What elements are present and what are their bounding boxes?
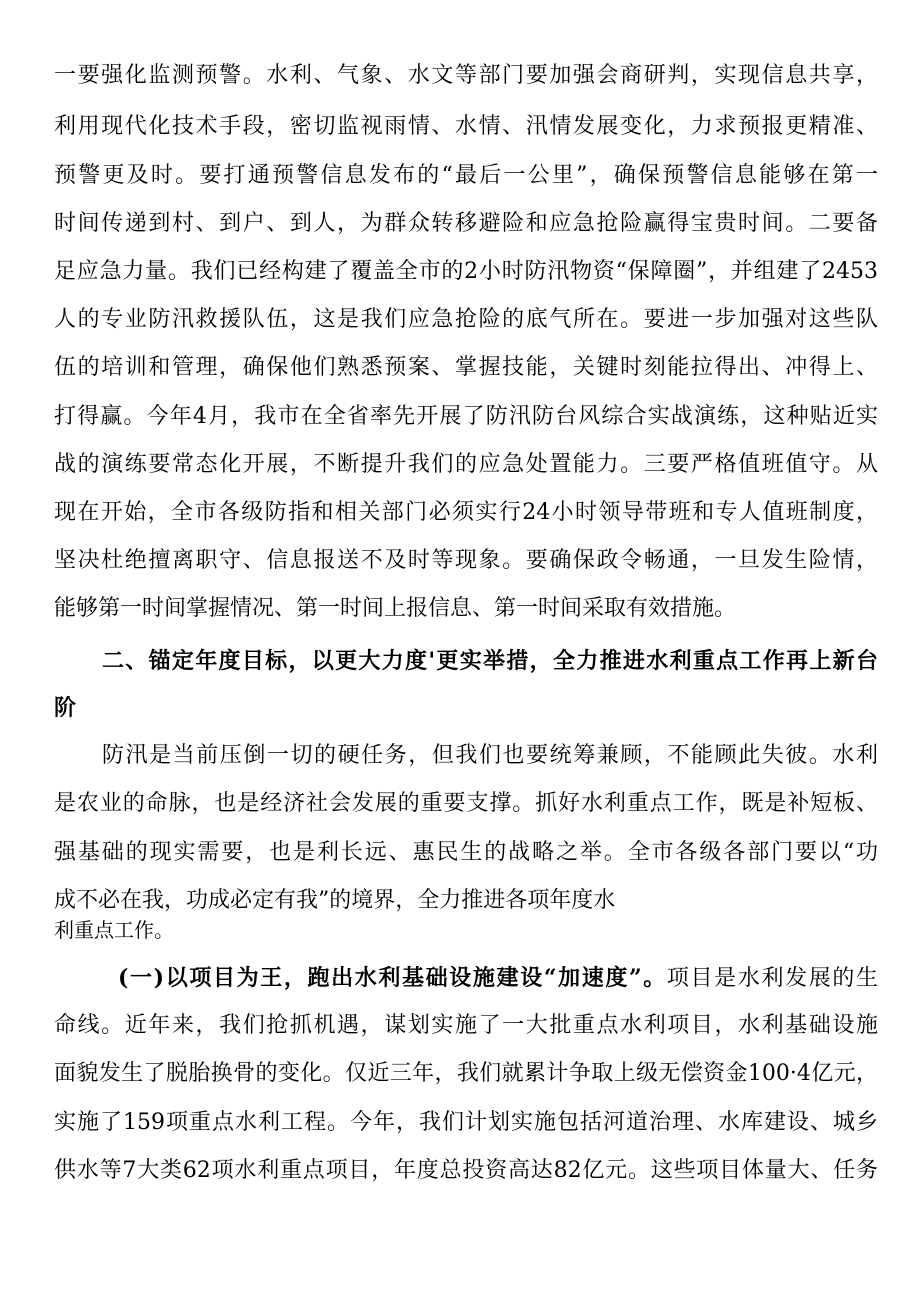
paragraph3-line-2: 命线。近年来，我们抢抓机遇，谋划实施了一大批重点水利项目，水利基础设施 bbox=[54, 1013, 878, 1038]
paragraph3-lead-bold: (一)以项目为王，跑出水利基础设施建设“加速度”。 bbox=[118, 965, 667, 991]
paragraph1-line-4: 时间传递到村、到户、到人，为群众转移避险和应急抢险赢得宝贵时间。二要备 bbox=[54, 211, 878, 236]
paragraph2-line-5: 利重点工作。 bbox=[54, 918, 174, 942]
paragraph1-line-8: 打得赢。今年4月，我市在全省率先开展了防汛防台风综合实战演练，这种贴近实 bbox=[54, 404, 878, 429]
paragraph3-lead-rest: 项目是水利发展的生 bbox=[666, 966, 878, 991]
paragraph1-line-10: 现在开始，全市各级防指和相关部门必须实行24小时领导带班和专人值班制度， bbox=[54, 500, 878, 525]
paragraph2-line-1: 防汛是当前压倒一切的硬任务，但我们也要统筹兼顾，不能顾此失彼。水利 bbox=[102, 743, 878, 768]
paragraph1-line-9: 战的演练要常态化开展，不断提升我们的应急处置能力。三要严格值班值守。从 bbox=[54, 452, 878, 477]
paragraph1-line-6: 人的专业防汛救援队伍，这是我们应急抢险的底气所在。要进一步加强对这些队 bbox=[54, 307, 878, 332]
paragraph2-line-3: 强基础的现实需要，也是利长远、惠民生的战略之举。全市各级各部门要以“功 bbox=[54, 840, 878, 865]
paragraph1-line-1: 一要强化监测预警。水利、气象、水文等部门要加强会商研判，实现信息共享， bbox=[54, 63, 878, 88]
paragraph1-line-3: 预警更及时。要打通预警信息发布的“最后一公里”，确保预警信息能够在第一 bbox=[54, 163, 878, 188]
paragraph1-line-7: 伍的培训和管理，确保他们熟悉预案、掌握技能，关键时刻能拉得出、冲得上、 bbox=[54, 355, 878, 380]
paragraph3-line-3: 面貌发生了脱胎换骨的变化。仅近三年，我们就累计争取上级无偿资金100·4亿元， bbox=[54, 1061, 878, 1086]
paragraph1-line-2: 利用现代化技术手段，密切监视雨情、水情、汛情发展变化，力求预报更精准、 bbox=[54, 114, 878, 139]
paragraph1-line-11: 坚决杜绝擅离职守、信息报送不及时等现象。要确保政令畅通，一旦发生险情， bbox=[54, 548, 878, 573]
section-heading-line-2: 阶 bbox=[54, 695, 77, 721]
section-heading-line-1: 二、锚定年度目标，以更大力度'更实举措，全力推进水利重点工作再上新台 bbox=[102, 648, 878, 674]
paragraph3-line-1 bbox=[118, 967, 878, 990]
paragraph2-line-4: 成不必在我，功成必定有我”的境界，全力推进各项年度水 bbox=[54, 888, 616, 913]
paragraph2-line-2: 是农业的命脉，也是经济社会发展的重要支撑。抓好水利重点工作，既是补短板、 bbox=[54, 791, 878, 816]
paragraph1-line-5: 足应急力量。我们已经构建了覆盖全市的2小时防汛物资“保障圈”，并组建了2453 bbox=[54, 259, 878, 284]
paragraph3-line-5: 供水等7大类62项水利重点项目，年度总投资高达82亿元。这些项目体量大、任务 bbox=[54, 1158, 878, 1183]
paragraph1-line-12: 能够第一时间掌握情况、第一时间上报信息、第一时间采取有效措施。 bbox=[54, 596, 737, 621]
paragraph3-line-4: 实施了159项重点水利工程。今年，我们计划实施包括河道治理、水库建设、城乡 bbox=[54, 1110, 878, 1135]
